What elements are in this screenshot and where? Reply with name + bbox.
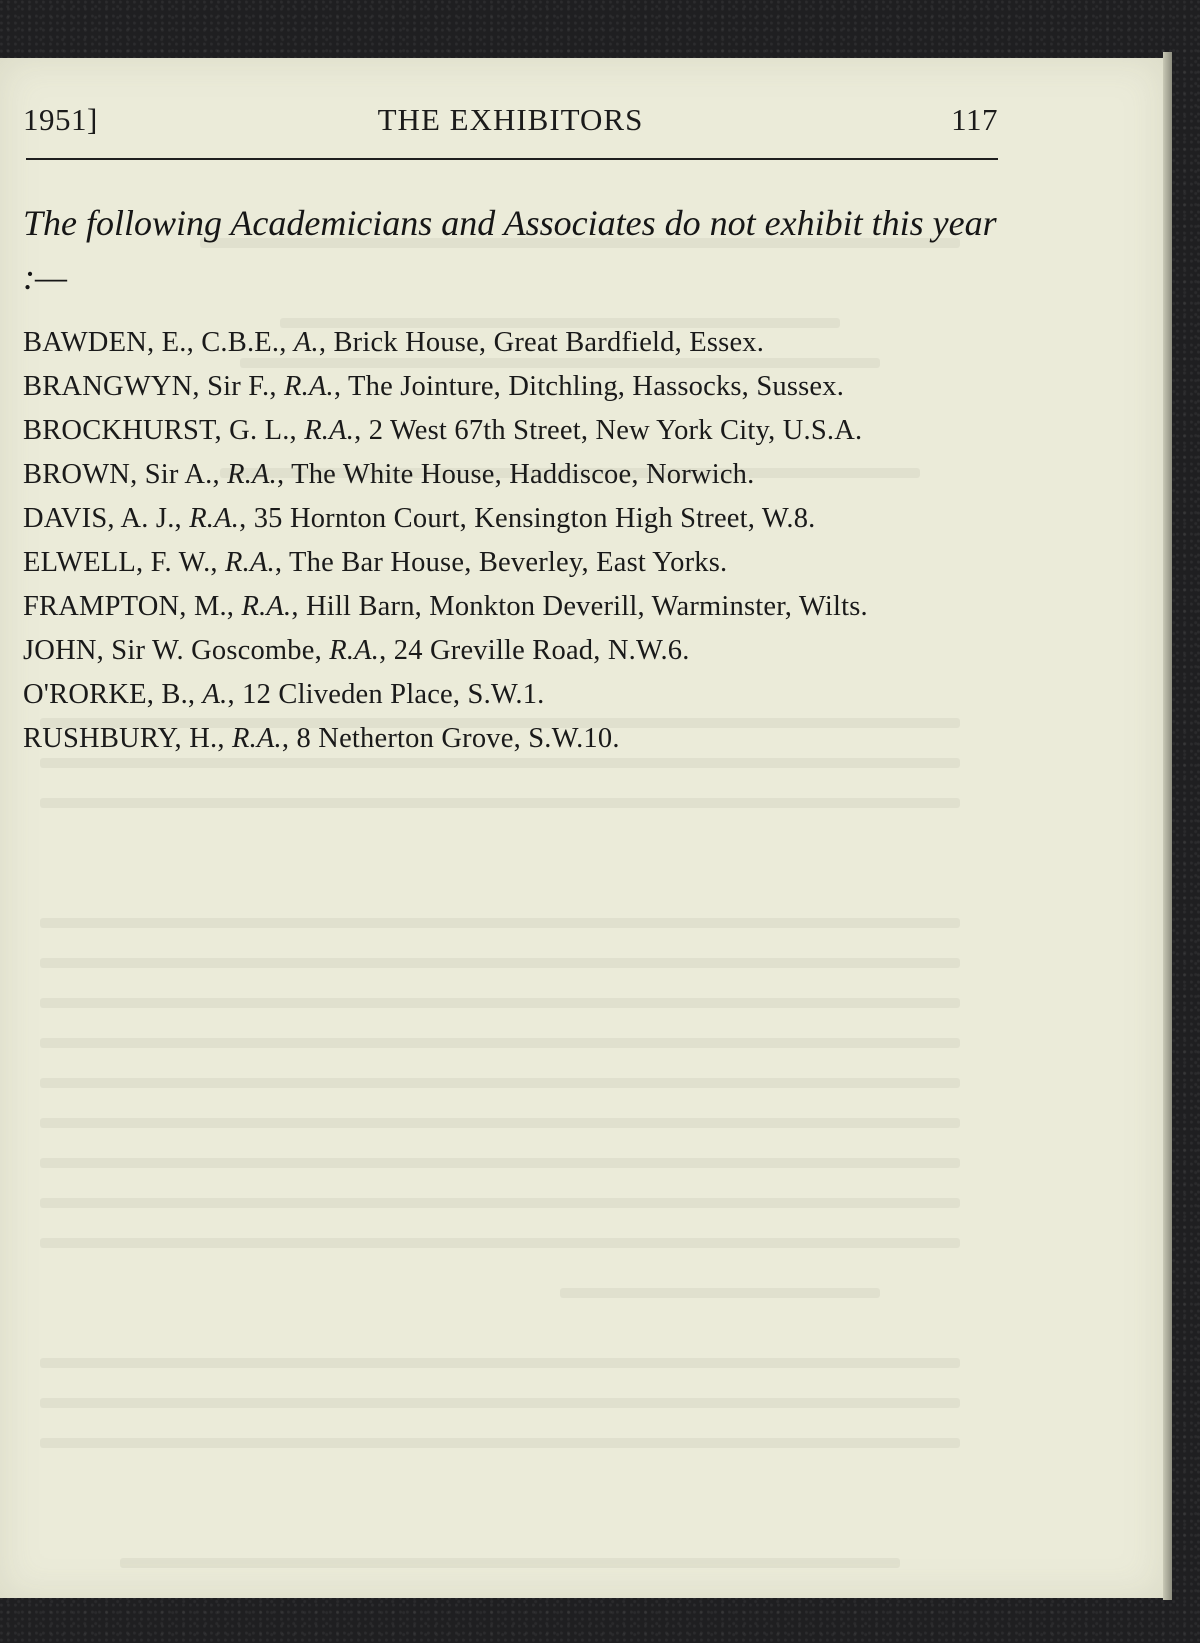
header-year: 1951]: [23, 102, 98, 137]
page-number: 117: [951, 102, 998, 137]
entry-rank: R.A.: [329, 635, 380, 666]
entry-rank: R.A.: [225, 547, 275, 578]
entry-name: RUSHBURY, H.,: [23, 723, 225, 754]
entry-name: O'RORKE, B.,: [23, 679, 196, 710]
entry-rank: R.A.: [227, 459, 277, 490]
entry-name: BROCKHURST, G. L.,: [23, 415, 297, 446]
header-rule: [26, 158, 998, 160]
entry-name: DAVIS, A. J.,: [23, 503, 182, 534]
entry-address: , The White House, Haddiscoe, Norwich.: [276, 459, 755, 490]
entry-address: , The Jointure, Ditchling, Hassocks, Sussex.: [333, 371, 845, 402]
entry-address: , 8 Netherton Grove, S.W.10.: [281, 723, 620, 754]
list-item: [23, 412, 1003, 450]
entry-address: , 35 Hornton Court, Kensington High Street, W.8.: [239, 503, 816, 534]
entry-name: FRAMPTON, M.,: [23, 591, 235, 622]
entry-name: BROWN, Sir A.,: [23, 459, 220, 490]
running-header: [23, 102, 998, 152]
entry-address: , 12 Cliveden Place, S.W.1.: [227, 679, 545, 710]
list-item: [23, 544, 1003, 582]
entry-rank: A.: [293, 327, 319, 358]
list-item: [23, 588, 1003, 626]
entry-name: ELWELL, F. W.,: [23, 547, 218, 578]
entry-name: BRANGWYN, Sir F.,: [23, 371, 277, 402]
exhibitor-list: [23, 324, 1003, 764]
list-item: [23, 456, 1003, 494]
list-item: [23, 720, 1003, 758]
list-item: [23, 676, 1003, 714]
list-item: [23, 368, 1003, 406]
list-item: [23, 632, 1003, 670]
entry-rank: R.A.: [304, 415, 355, 446]
entry-rank: R.A.: [284, 371, 334, 402]
entry-address: , The Bar House, Beverley, East Yorks.: [274, 547, 728, 578]
entry-address: , 2 West 67th Street, New York City, U.S.A.: [354, 415, 863, 446]
entry-name: JOHN, Sir W. Goscombe,: [23, 635, 322, 666]
entry-rank: R.A.: [189, 503, 240, 534]
list-item: [23, 324, 1003, 362]
header-title: THE EXHIBITORS: [377, 102, 644, 137]
entry-address: , Hill Barn, Monkton Deverill, Warminster, Wilts.: [291, 591, 868, 622]
entry-rank: R.A.: [231, 723, 282, 754]
entry-name: BAWDEN, E., C.B.E.,: [23, 327, 287, 358]
entry-address: , 24 Greville Road, N.W.6.: [379, 635, 690, 666]
entry-rank: R.A.: [241, 591, 292, 622]
entry-address: , Brick House, Great Bardfield, Essex.: [318, 327, 765, 358]
entry-rank: A.: [202, 679, 228, 710]
intro-text: The following Academicians and Associates do not exhibit this year :—: [23, 203, 997, 297]
list-item: [23, 500, 1003, 538]
page-edge: [1163, 52, 1172, 1600]
